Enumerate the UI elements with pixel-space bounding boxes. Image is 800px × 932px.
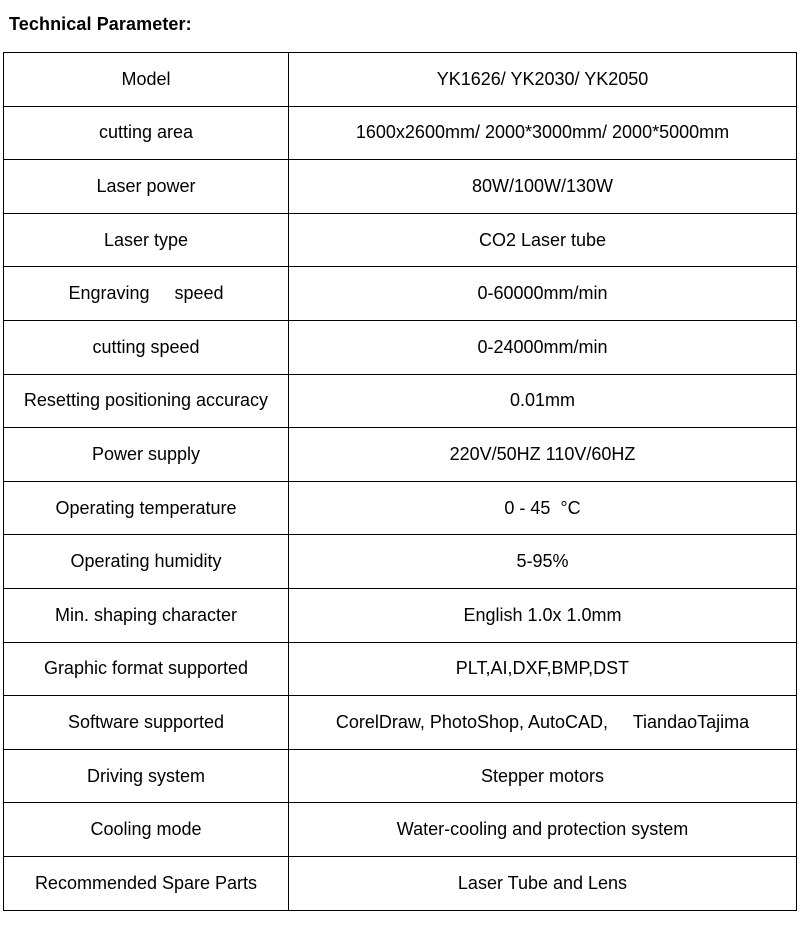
table-row — [4, 160, 797, 214]
parameter-name: Operating humidity — [4, 535, 289, 589]
parameter-value: 0-60000mm/min — [289, 267, 797, 321]
parameter-value: 0-24000mm/min — [289, 320, 797, 374]
parameter-name: Cooling mode — [4, 803, 289, 857]
parameter-name: Engraving speed — [4, 267, 289, 321]
table-row — [4, 535, 797, 589]
parameter-value: Water-cooling and protection system — [289, 803, 797, 857]
parameter-name: Recommended Spare Parts — [4, 856, 289, 910]
table-row — [4, 481, 797, 535]
table-row — [4, 53, 797, 107]
table-row — [4, 749, 797, 803]
parameter-name: Resetting positioning accuracy — [4, 374, 289, 428]
parameter-value: English 1.0x 1.0mm — [289, 588, 797, 642]
parameter-value: 0.01mm — [289, 374, 797, 428]
parameter-name: Graphic format supported — [4, 642, 289, 696]
parameter-name: Model — [4, 53, 289, 107]
parameter-value: CorelDraw, PhotoShop, AutoCAD, TiandaoTajima — [289, 696, 797, 750]
table-row — [4, 642, 797, 696]
parameter-value: 0 - 45 °C — [289, 481, 797, 535]
parameter-value: Stepper motors — [289, 749, 797, 803]
parameter-value: 220V/50HZ 110V/60HZ — [289, 428, 797, 482]
parameter-value: CO2 Laser tube — [289, 213, 797, 267]
parameter-name: Driving system — [4, 749, 289, 803]
parameter-name: Software supported — [4, 696, 289, 750]
table-row — [4, 803, 797, 857]
parameter-name: Laser power — [4, 160, 289, 214]
parameter-value: 1600x2600mm/ 2000*3000mm/ 2000*5000mm — [289, 106, 797, 160]
table-row — [4, 374, 797, 428]
table-row — [4, 320, 797, 374]
parameter-value: 80W/100W/130W — [289, 160, 797, 214]
table-row — [4, 213, 797, 267]
table-row — [4, 267, 797, 321]
parameter-value: Laser Tube and Lens — [289, 856, 797, 910]
technical-parameter-table — [3, 52, 797, 911]
parameter-value: YK1626/ YK2030/ YK2050 — [289, 53, 797, 107]
parameter-name: cutting speed — [4, 320, 289, 374]
parameter-value: 5-95% — [289, 535, 797, 589]
table-row — [4, 428, 797, 482]
parameter-name: Min. shaping character — [4, 588, 289, 642]
parameter-table-body — [4, 53, 797, 911]
table-row — [4, 856, 797, 910]
table-row — [4, 588, 797, 642]
parameter-name: Operating temperature — [4, 481, 289, 535]
parameter-name: Laser type — [4, 213, 289, 267]
section-heading: Technical Parameter: — [9, 14, 192, 34]
parameter-name: cutting area — [4, 106, 289, 160]
parameter-name: Power supply — [4, 428, 289, 482]
parameter-value: PLT,AI,DXF,BMP,DST — [289, 642, 797, 696]
table-row — [4, 696, 797, 750]
table-row — [4, 106, 797, 160]
